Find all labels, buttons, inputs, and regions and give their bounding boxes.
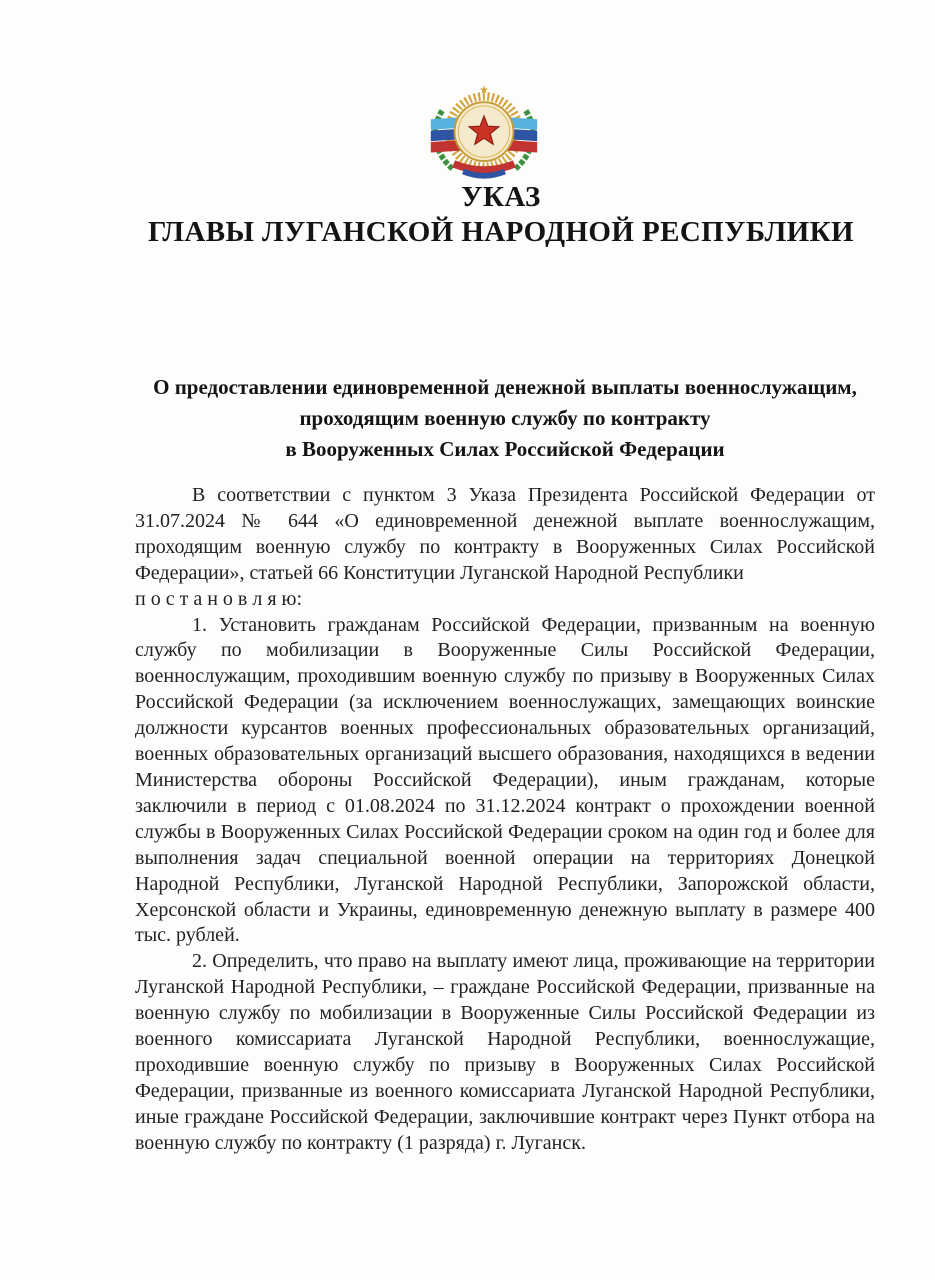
decree-item-2: 2. Определить, что право на выплату имеют лица, проживающие на территории Луганской Народной Республики, – граждане Российской Федерации, призванные на военную службу по мобилизации в Вооруженные Силы Российской Федерации из военного комиссариата Луганской Народной Республики, военнослужащие, проходившие военную службу по призыву в Вооруженных Силах Российской Федерации, призванные из военного комиссариата Луганской Народной Республики, иные граждане Российской Федерации, заключившие контракт через Пункт отбора на военную службу по контракту (1 разряда) г. Луганск. xyxy=(135,950,875,1154)
document-body xyxy=(135,483,875,1157)
coat-of-arms-icon xyxy=(427,84,541,183)
decree-verb: п о с т а н о в л я ю: xyxy=(135,587,303,610)
preamble-paragraph: В соответствии с пунктом 3 Указа Президента Российской Федерации от 31.07.2024 № 644 «О единовременной денежной выплате военнослужащим, проходящим военную службу по контракту в Вооруженных Силах Российской Федерации», статьей 66 Конституции Луганской Народной Республики xyxy=(135,484,875,584)
subject-line-1: О предоставлении единовременной денежной выплаты военнослужащим, xyxy=(153,375,857,399)
decree-item-1: 1. Установить гражданам Российской Федерации, призванным на военную службу по мобилизации в Вооруженные Силы Российской Федерации, военнослужащим, проходившим военную службу по призыву в Вооруженных Силах Российской Федерации (за исключением военнослужащих, замещающих воинские должности курсантов военных профессиональных образовательных организаций, военных образовательных организаций высшего образования, находящихся в ведении Министерства обороны Российской Федерации), иным гражданам, которые заключили в период с 01.08.2024 по 31.12.2024 контракт о прохождении военной службы в Вооруженных Силах Российской Федерации сроком на один год и более для выполнения задач специальной военной операции на территориях Донецкой Народной Республики, Луганской Народной Республики, Запорожской области, Херсонской области и Украины, единовременную денежную выплату в размере 400 тыс. рублей. xyxy=(135,613,875,947)
subject-line-3: в Вооруженных Силах Российской Федерации xyxy=(285,437,725,461)
document-title-issuer: ГЛАВЫ ЛУГАНСКОЙ НАРОДНОЙ РЕСПУБЛИКИ xyxy=(147,216,855,248)
subject-line-2: проходящим военную службу по контракту xyxy=(299,406,711,430)
document-title xyxy=(115,180,887,250)
document-title-word: УКАЗ xyxy=(461,181,541,213)
document-subject xyxy=(133,372,877,465)
